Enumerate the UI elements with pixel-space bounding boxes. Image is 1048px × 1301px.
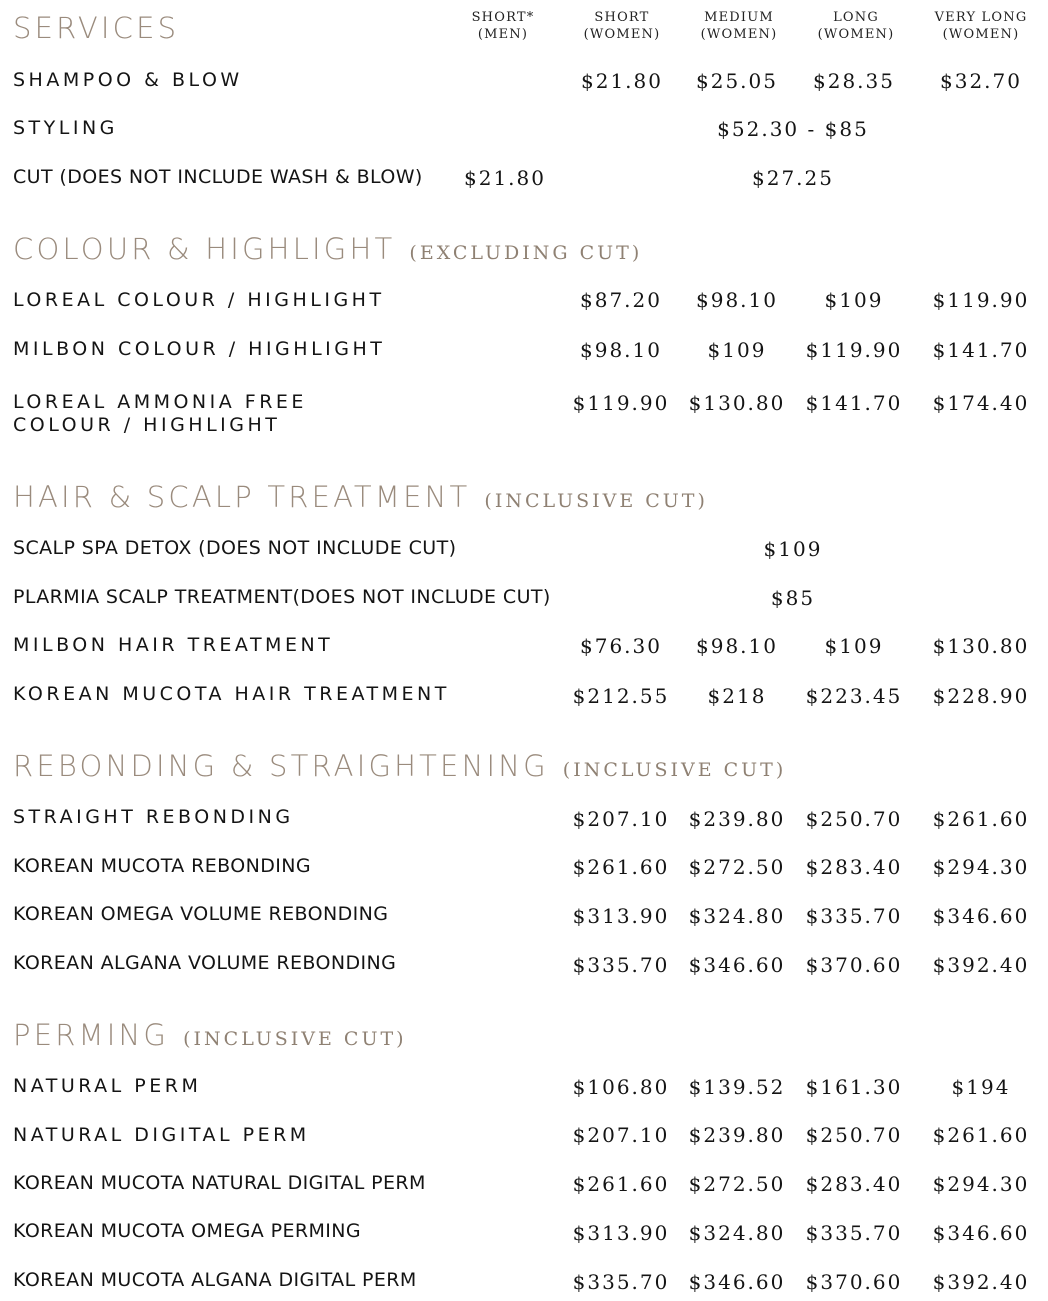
price-algana-rebond-short: $335.70 — [572, 953, 670, 977]
service-label-algana-volume-rebonding: KOREAN ALGANA VOLUME REBONDING — [13, 952, 397, 974]
price-mucota-digital-short: $261.60 — [572, 1172, 670, 1196]
price-omega-perm-medium: $324.80 — [688, 1221, 786, 1245]
service-label-natural-perm: NATURAL PERM — [13, 1075, 202, 1097]
price-milbon-hair-very-long: $130.80 — [932, 634, 1030, 658]
price-natural-perm-medium: $139.52 — [688, 1075, 786, 1099]
service-label-mucota-omega-perming: KOREAN MUCOTA OMEGA PERMING — [13, 1220, 362, 1242]
price-loreal-long: $109 — [824, 288, 884, 312]
price-mucota-rebond-short: $261.60 — [572, 855, 670, 879]
price-cut-women: $27.25 — [752, 166, 834, 190]
price-mucota-rebond-long: $283.40 — [805, 855, 903, 879]
price-mucota-digital-very-long: $294.30 — [932, 1172, 1030, 1196]
price-milbon-short: $98.10 — [580, 338, 662, 362]
section-title-services: SERVICES — [13, 11, 180, 45]
price-algana-rebond-very-long: $392.40 — [932, 953, 1030, 977]
price-milbon-hair-long: $109 — [824, 634, 884, 658]
price-algana-rebond-medium: $346.60 — [688, 953, 786, 977]
section-title-rebonding: REBONDING & STRAIGHTENING (INCLUSIVE CUT) — [13, 749, 787, 783]
price-omega-perm-very-long: $346.60 — [932, 1221, 1030, 1245]
price-digital-perm-medium: $239.80 — [688, 1123, 786, 1147]
price-milbon-hair-medium: $98.10 — [696, 634, 778, 658]
service-label-scalp-spa-detox: SCALP SPA DETOX (DOES NOT INCLUDE CUT) — [13, 537, 457, 559]
price-straight-short: $207.10 — [572, 807, 670, 831]
price-shampoo-very-long: $32.70 — [940, 69, 1022, 93]
price-mucota-hair-long: $223.45 — [805, 684, 903, 708]
service-label-straight-rebonding: STRAIGHT REBONDING — [13, 806, 294, 828]
service-label-mucota-rebonding: KOREAN MUCOTA REBONDING — [13, 855, 311, 877]
column-header-short-women: SHORT (WOMEN) — [583, 10, 661, 42]
price-natural-perm-very-long: $194 — [951, 1075, 1011, 1099]
price-straight-long: $250.70 — [805, 807, 903, 831]
service-label-loreal-colour: LOREAL COLOUR / HIGHLIGHT — [13, 289, 385, 311]
price-algana-perm-long: $370.60 — [805, 1270, 903, 1294]
price-shampoo-short: $21.80 — [581, 69, 663, 93]
price-ammonia-medium: $130.80 — [688, 391, 786, 415]
section-subtitle-perming: (INCLUSIVE CUT) — [183, 1028, 407, 1050]
price-ammonia-long: $141.70 — [805, 391, 903, 415]
service-label-natural-digital-perm: NATURAL DIGITAL PERM — [13, 1124, 310, 1146]
price-loreal-very-long: $119.90 — [932, 288, 1030, 312]
price-omega-rebond-short: $313.90 — [572, 904, 670, 928]
service-label-styling: STYLING — [13, 117, 118, 139]
price-mucota-rebond-very-long: $294.30 — [932, 855, 1030, 879]
service-label-omega-volume-rebonding: KOREAN OMEGA VOLUME REBONDING — [13, 903, 389, 925]
price-natural-perm-short: $106.80 — [572, 1075, 670, 1099]
price-loreal-short: $87.20 — [580, 288, 662, 312]
price-algana-perm-medium: $346.60 — [688, 1270, 786, 1294]
section-subtitle-treatment: (INCLUSIVE CUT) — [484, 490, 708, 512]
service-label-mucota-algana-digital-perm: KOREAN MUCOTA ALGANA DIGITAL PERM — [13, 1269, 417, 1291]
price-omega-perm-short: $313.90 — [572, 1221, 670, 1245]
price-styling-range: $52.30 - $85 — [717, 117, 869, 141]
price-milbon-long: $119.90 — [805, 338, 903, 362]
price-algana-rebond-long: $370.60 — [805, 953, 903, 977]
price-straight-very-long: $261.60 — [932, 807, 1030, 831]
service-label-mucota-hair-treatment: KOREAN MUCOTA HAIR TREATMENT — [13, 683, 450, 705]
price-milbon-very-long: $141.70 — [932, 338, 1030, 362]
section-title-colour-highlight: COLOUR & HIGHLIGHT (EXCLUDING CUT) — [13, 232, 643, 266]
price-digital-perm-short: $207.10 — [572, 1123, 670, 1147]
service-label-shampoo-blow: SHAMPOO & BLOW — [13, 69, 243, 91]
price-digital-perm-long: $250.70 — [805, 1123, 903, 1147]
price-scalp-spa: $109 — [763, 537, 823, 561]
price-shampoo-long: $28.35 — [813, 69, 895, 93]
price-natural-perm-long: $161.30 — [805, 1075, 903, 1099]
price-mucota-rebond-medium: $272.50 — [688, 855, 786, 879]
price-algana-perm-short: $335.70 — [572, 1270, 670, 1294]
price-shampoo-medium: $25.05 — [696, 69, 778, 93]
price-plarmia: $85 — [770, 586, 816, 610]
section-subtitle-rebonding: (INCLUSIVE CUT) — [562, 759, 787, 781]
price-algana-perm-very-long: $392.40 — [932, 1270, 1030, 1294]
column-header-medium-women: MEDIUM (WOMEN) — [700, 10, 778, 42]
service-label-mucota-natural-digital-perm: KOREAN MUCOTA NATURAL DIGITAL PERM — [13, 1172, 426, 1194]
price-milbon-medium: $109 — [707, 338, 767, 362]
price-mucota-hair-very-long: $228.90 — [932, 684, 1030, 708]
service-label-cut: CUT (DOES NOT INCLUDE WASH & BLOW) — [13, 166, 423, 188]
column-header-very-long-women: VERY LONG (WOMEN) — [934, 10, 1028, 42]
price-milbon-hair-short: $76.30 — [580, 634, 662, 658]
price-omega-perm-long: $335.70 — [805, 1221, 903, 1245]
price-cut-men: $21.80 — [464, 166, 546, 190]
price-mucota-hair-medium: $218 — [707, 684, 767, 708]
price-ammonia-short: $119.90 — [572, 391, 670, 415]
price-loreal-medium: $98.10 — [696, 288, 778, 312]
service-label-milbon-hair-treatment: MILBON HAIR TREATMENT — [13, 634, 334, 656]
price-ammonia-very-long: $174.40 — [932, 391, 1030, 415]
price-straight-medium: $239.80 — [688, 807, 786, 831]
section-title-perming: PERMING (INCLUSIVE CUT) — [13, 1018, 407, 1052]
service-label-plarmia-scalp: PLARMIA SCALP TREATMENT(DOES NOT INCLUDE CUT) — [13, 586, 551, 608]
price-omega-rebond-long: $335.70 — [805, 904, 903, 928]
column-header-long-women: LONG (WOMEN) — [817, 10, 895, 42]
price-digital-perm-very-long: $261.60 — [932, 1123, 1030, 1147]
service-label-milbon-colour: MILBON COLOUR / HIGHLIGHT — [13, 338, 386, 360]
price-omega-rebond-very-long: $346.60 — [932, 904, 1030, 928]
price-mucota-digital-medium: $272.50 — [688, 1172, 786, 1196]
section-title-hair-scalp-treatment: HAIR & SCALP TREATMENT (INCLUSIVE CUT) — [13, 480, 708, 514]
column-header-short-men: SHORT* (MEN) — [471, 10, 535, 42]
price-mucota-hair-short: $212.55 — [572, 684, 670, 708]
section-subtitle-colour: (EXCLUDING CUT) — [409, 242, 643, 264]
price-omega-rebond-medium: $324.80 — [688, 904, 786, 928]
price-mucota-digital-long: $283.40 — [805, 1172, 903, 1196]
service-label-loreal-ammonia-free: LOREAL AMMONIA FREE COLOUR / HIGHLIGHT — [13, 391, 307, 436]
